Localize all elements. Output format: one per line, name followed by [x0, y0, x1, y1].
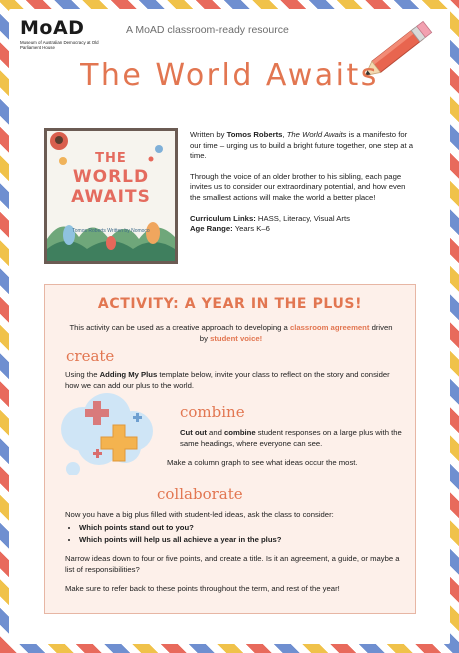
page-title: The World Awaits — [80, 58, 379, 93]
intro-paragraph-1 — [190, 130, 418, 162]
collaborate-text — [65, 509, 405, 594]
create-heading: create — [66, 347, 115, 365]
refer-back-text: Make sure to refer back to these points throughout the term, and rest of the year! — [65, 584, 340, 593]
highlight-student-voice: student voice! — [210, 334, 263, 343]
question-item: • Which points stand out to you? — [79, 522, 405, 533]
narrow-ideas-text: Narrow ideas down to four or five points, and create a title. Is it an agreement, a guide, or maybe a list of responsibilities? — [65, 554, 400, 574]
intro-separator: , — [282, 130, 287, 139]
curriculum-value: HASS, Literacy, Visual Arts — [255, 213, 350, 223]
activity-intro — [65, 322, 397, 344]
book-cover-image — [44, 128, 178, 264]
cover-title-line3: AWAITS — [71, 187, 151, 207]
activity-title: ACTIVITY: A YEAR IN THE PLUS! — [97, 296, 363, 312]
curriculum-links — [190, 214, 418, 225]
age-label: Age Range: — [190, 224, 233, 234]
column-graph-text: Make a column graph to see what ideas occur the most. — [167, 458, 358, 467]
create-text-after: template below, invite your class to reflect on the story and consider how we can add our plus to the world. — [65, 370, 390, 390]
create-text-before: Using the — [65, 370, 100, 379]
collaborate-intro: Now you have a big plus filled with student-led ideas, ask the class to consider: — [65, 510, 334, 519]
curriculum-label: Curriculum Links: — [190, 213, 256, 223]
question-item: • Which points will help us all achieve a year in the plus? — [79, 534, 405, 545]
highlight-classroom-agreement: classroom agreement — [289, 323, 370, 332]
cover-title-line2: WORLD — [72, 167, 150, 187]
logo-subtitle: Museum of Australian Democracy at Old Parliament House — [20, 40, 99, 50]
combine-heading: combine — [180, 403, 245, 421]
collaborate-heading: collaborate — [157, 485, 243, 503]
author-name: Tomos Roberts — [226, 130, 283, 139]
age-value: Years K–6 — [232, 224, 270, 234]
intro-paragraph-2: Through the voice of an older brother to his sibling, each page invites us to consider our extraordinary potential, and how even the smallest actions will make the world a better place! — [190, 171, 406, 202]
activity-intro-middle: driven by — [199, 323, 393, 343]
adding-my-plus-label: Adding My Plus — [99, 370, 158, 379]
combine-label: combine — [224, 428, 256, 437]
intro-rest: is a manifesto for our time – urging us to build a bright future together, one step at a time. — [190, 130, 414, 161]
combine-text-after: student responses on a large plus with the same headings, where everyone can see. — [180, 428, 402, 448]
intro-text — [190, 130, 418, 235]
cover-authors: Tomos Roberts Written by Nomoco — [72, 228, 150, 234]
combine-and: and — [206, 428, 225, 437]
cover-title-line1: THE — [95, 151, 127, 166]
cut-out-label: Cut out — [180, 428, 207, 437]
book-title: The World Awaits — [286, 130, 347, 139]
cloud-plus-illustration — [53, 385, 157, 475]
moad-logo — [20, 18, 100, 50]
combine-text — [180, 427, 405, 449]
activity-panel — [44, 284, 416, 614]
activity-intro-text: This activity can be used as a creative approach to developing a — [69, 323, 290, 332]
tagline: A MoAD classroom-ready resource — [126, 24, 289, 36]
question-list — [79, 522, 405, 545]
intro-prefix: Written by — [190, 130, 227, 139]
logo-text: MoAD — [20, 17, 85, 39]
age-range — [190, 224, 418, 235]
